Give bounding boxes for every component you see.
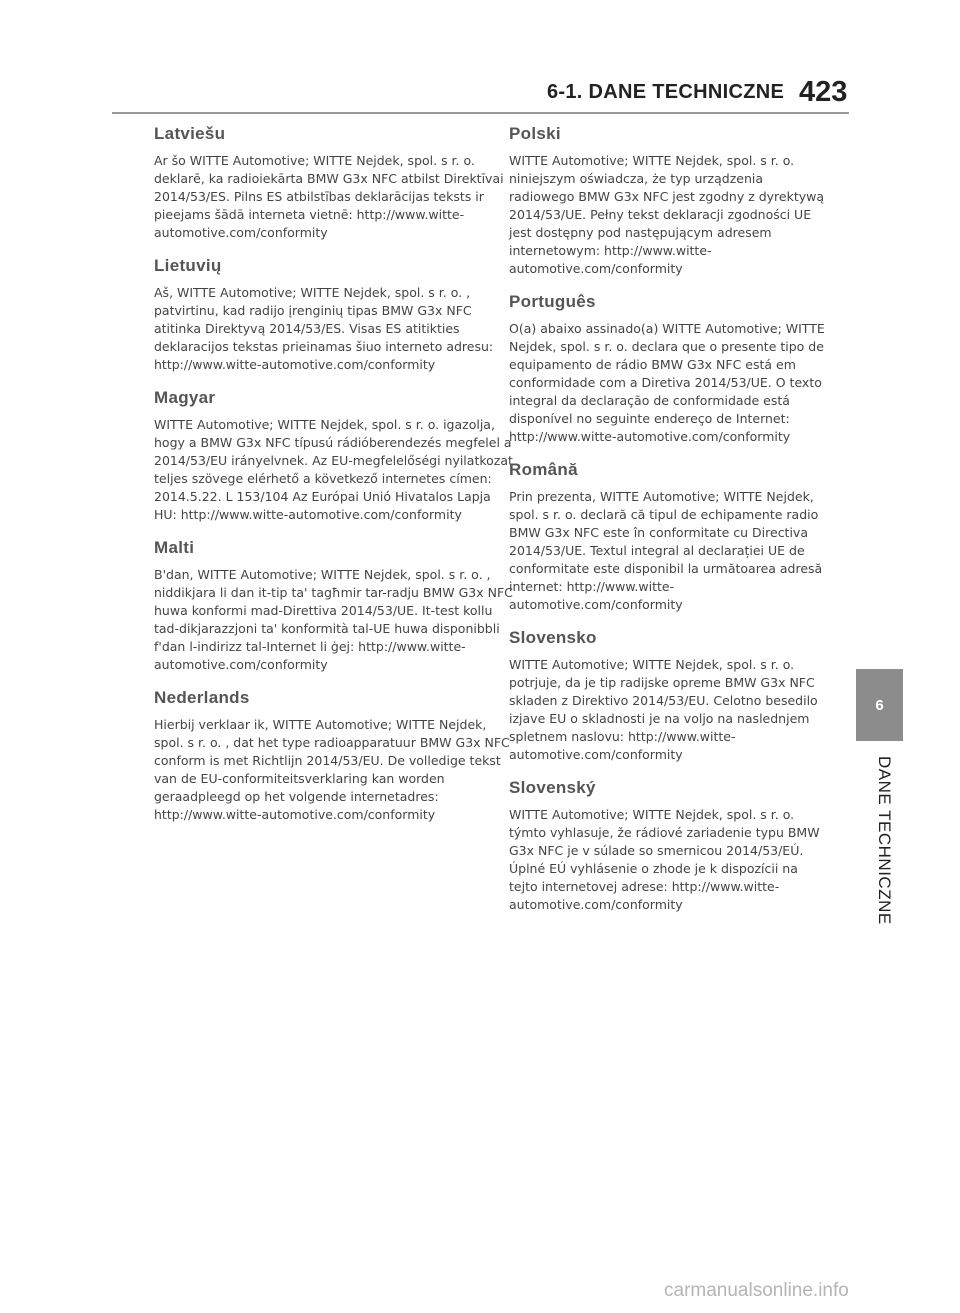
section-heading: Latviešu <box>154 124 226 143</box>
section-text: WITTE Automotive; WITTE Nejdek, spol. s r. o. týmto vyhlasuje, že rádiové zariadenie typu BMW G3x NFC je v súlade so smernicou 2014/53/EÚ. Úplné EÚ vyhlásenie o zhode je k dispozícii na tejto internetovej adrese: http://www.witte-automotive.com/conformity <box>509 807 820 912</box>
section-text: Aš, WITTE Automotive; WITTE Nejdek, spol. s r. o. , patvirtinu, kad radijo įrenginių tipas BMW G3x NFC atitinka Direktyvą 2014/53/ES. Visas ES atitikties deklaracijos tekstas prieinamas šiuo interneto adresu: http://www.witte-automotive.com/conformity <box>154 285 494 372</box>
chapter-tab <box>856 669 903 741</box>
right-column <box>509 124 829 928</box>
section-lietuviu <box>154 256 514 374</box>
section-heading: Magyar <box>154 388 216 407</box>
section-heading: Română <box>509 460 578 479</box>
section-portugues <box>509 292 829 446</box>
section-latviesu <box>154 124 514 242</box>
section-nederlands <box>154 688 514 824</box>
section-slovensko <box>509 628 829 764</box>
header-divider <box>112 112 849 114</box>
section-heading: Malti <box>154 538 195 557</box>
left-column <box>154 124 514 838</box>
chapter-title: 6-1. DANE TECHNICZNE <box>547 81 785 103</box>
section-magyar <box>154 388 514 524</box>
section-text: Ar šo WITTE Automotive; WITTE Nejdek, spol. s r. o. deklarē, ka radioiekārta BMW G3x NFC atbilst Direktīvai 2014/53/ES. Pilns ES atbilstības deklarācijas teksts ir pieejams šādā interneta vietnē: http://www.witte-automotive.com/conformity <box>154 153 504 240</box>
page-number: 423 <box>799 76 848 108</box>
page-header <box>0 0 960 112</box>
section-text: B'dan, WITTE Automotive; WITTE Nejdek, spol. s r. o. , niddikjara li dan it-tip ta' tagħmir tar-radju BMW G3x NFC huwa konformi mad-Direttiva 2014/53/UE. It-test kollu tad-dikjarazzjoni ta' konformità tal-UE huwa disponibbli f'dan l-indirizz tal-Internet li ġej: http://www.witte-automotive.com/conformity <box>154 567 513 672</box>
section-heading: Português <box>509 292 596 311</box>
section-heading: Slovensko <box>509 628 597 647</box>
section-heading: Lietuvių <box>154 256 222 275</box>
chapter-side-label: DANE TECHNICZNE <box>875 756 894 925</box>
section-heading: Polski <box>509 124 561 143</box>
watermark: carmanualsonline.info <box>664 1280 849 1301</box>
section-text: O(a) abaixo assinado(a) WITTE Automotive; WITTE Nejdek, spol. s r. o. declara que o presente tipo de equipamento de rádio BMW G3x NFC está em conformidade com a Diretiva 2014/53/UE. O texto integral da declaração de conformidade está disponível no seguinte endereço de Internet: http://www.witte-automotive.com/conformity <box>509 321 825 444</box>
section-text: Hierbij verklaar ik, WITTE Automotive; WITTE Nejdek, spol. s r. o. , dat het type radioapparatuur BMW G3x NFC conform is met Richtlijn 2014/53/EU. De volledige tekst van de EU-conformiteitsverklaring kan worden geraadpleegd op het volgende internetadres: http://www.witte-automotive.com/conformity <box>154 717 510 822</box>
section-malti <box>154 538 514 674</box>
section-romana <box>509 460 829 614</box>
section-text: WITTE Automotive; WITTE Nejdek, spol. s r. o. potrjuje, da je tip radijske opreme BMW G3x NFC skladen z Direktivo 2014/53/EU. Celotno besedilo izjave EU o skladnosti je na voljo na naslednjem spletnem naslovu: http://www.witte-automotive.com/conformity <box>509 657 818 762</box>
section-text: Prin prezenta, WITTE Automotive; WITTE Nejdek, spol. s r. o. declară că tipul de echipamente radio BMW G3x NFC este în conformitate cu Directiva 2014/53/UE. Textul integral al declarației UE de conformitate este disponibil la următoarea adresă internet: http://www.witte-automotive.com/conformity <box>509 489 823 612</box>
section-heading: Nederlands <box>154 688 250 707</box>
chapter-tab-number: 6 <box>875 696 884 714</box>
section-polski <box>509 124 829 278</box>
section-text: WITTE Automotive; WITTE Nejdek, spol. s r. o. igazolja, hogy a BMW G3x NFC típusú rádióberendezés megfelel a 2014/53/EU irányelvnek. Az EU-megfelelőségi nyilatkozat teljes szövege elérhető a következő internetes címen: 2014.5.22. L 153/104 Az Európai Unió Hivatalos Lapja HU: http://www.witte-automotive.com/conformity <box>154 417 513 522</box>
section-slovensky <box>509 778 829 914</box>
section-text: WITTE Automotive; WITTE Nejdek, spol. s r. o. niniejszym oświadcza, że typ urządzenia radiowego BMW G3x NFC jest zgodny z dyrektywą 2014/53/UE. Pełny tekst deklaracji zgodności UE jest dostępny pod następującym adresem internetowym: http://www.witte-automotive.com/conformity <box>509 153 825 276</box>
section-heading: Slovenský <box>509 778 596 797</box>
